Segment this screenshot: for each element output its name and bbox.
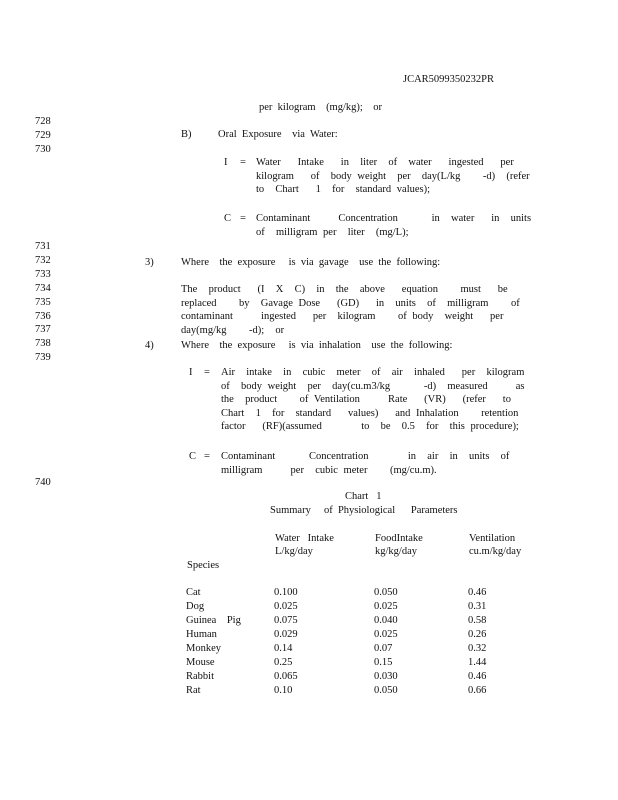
table-row <box>186 684 528 698</box>
chart-subtitle: Summary of Physiological Parameters <box>270 505 458 516</box>
equals-sign: = <box>204 451 210 462</box>
water-cell: 0.075 <box>274 615 298 626</box>
ventilation-cell: 0.31 <box>468 601 487 612</box>
species-cell: Mouse <box>186 657 215 668</box>
species-cell: Monkey <box>186 643 221 654</box>
air-intake-definition: Air intake in cubic meter of air inhaled per kilogram of body weight per day(cu.m3/kg -d) measured as the product of Ventilation Rate (VR) (refer to Chart 1 for standard values) and Inhalation retention factor (RF)(assumed to be 0.5 for this procedure); <box>221 367 547 432</box>
gavage-paragraph: The product (I X C) in the above equation must be replaced by Gavage Dose (GD) in units of milligram of contaminant ingested per kilogram of body weight per day(mg/kg -d); or <box>181 284 531 336</box>
ventilation-cell: 0.46 <box>468 587 487 598</box>
item-4-number: 4) <box>145 340 154 351</box>
food-cell: 0.050 <box>374 587 398 598</box>
col-header-water-unit: L/kg/day <box>275 546 313 557</box>
line-number: 733 <box>35 269 51 280</box>
food-cell: 0.025 <box>374 601 398 612</box>
food-cell: 0.040 <box>374 615 398 626</box>
species-cell: Human <box>186 629 217 640</box>
line-number: 736 <box>35 311 51 322</box>
ventilation-cell: 0.58 <box>468 615 487 626</box>
ventilation-cell: 0.66 <box>468 685 487 696</box>
line-number: 728 <box>35 116 51 127</box>
air-concentration-definition: Contaminant Concentration in air in units of milligram per cubic meter (mg/cu.m). <box>221 451 521 476</box>
ventilation-cell: 0.46 <box>468 671 487 682</box>
line-number: 738 <box>35 338 51 349</box>
line-number: 735 <box>35 297 51 308</box>
intro-line: per kilogram (mg/kg); or <box>259 102 383 113</box>
col-header-ventilation-unit: cu.m/kg/day <box>469 546 522 557</box>
water-cell: 0.065 <box>274 671 298 682</box>
species-cell: Dog <box>186 601 205 612</box>
table-row <box>186 600 528 614</box>
col-header-species: Species <box>187 560 220 571</box>
water-cell: 0.100 <box>274 587 298 598</box>
line-number: 732 <box>35 255 51 266</box>
food-cell: 0.07 <box>374 643 393 654</box>
item-4-heading: Where the exposure is via inhalation use the following: <box>181 340 453 351</box>
line-number: 730 <box>35 144 51 155</box>
species-cell: Cat <box>186 587 201 598</box>
ventilation-cell: 0.32 <box>468 643 487 654</box>
line-number: 740 <box>35 477 51 488</box>
col-header-food-unit: kg/kg/day <box>375 546 417 557</box>
section-b-heading: Oral Exposure via Water: <box>218 129 338 140</box>
species-cell: Rat <box>186 685 201 696</box>
var-i: I <box>189 367 193 378</box>
col-header-water: Water Intake <box>275 533 334 544</box>
species-cell: Rabbit <box>186 671 214 682</box>
physiological-parameters-table <box>186 586 528 698</box>
table-row <box>186 614 528 628</box>
table-row <box>186 628 528 642</box>
water-concentration-definition: Contaminant Concentration in water in units of milligram per liter (mg/L); <box>256 213 543 238</box>
food-cell: 0.050 <box>374 685 398 696</box>
species-cell: Guinea Pig <box>186 615 241 626</box>
ventilation-cell: 0.26 <box>468 629 487 640</box>
equals-sign: = <box>240 213 246 224</box>
table-row <box>186 670 528 684</box>
line-number: 737 <box>35 324 51 335</box>
water-intake-definition: Water Intake in liter of water ingested per kilogram of body weight per day(L/kg -d) (refer to Chart 1 for standard values); <box>256 157 553 195</box>
food-cell: 0.030 <box>374 671 398 682</box>
section-b-label: B) <box>181 129 192 140</box>
document-id: JCAR5099350232PR <box>403 74 495 85</box>
table-row <box>186 642 528 656</box>
equals-sign: = <box>240 157 246 168</box>
col-header-ventilation: Ventilation <box>469 533 516 544</box>
item-3-heading: Where the exposure is via gavage use the following: <box>181 257 441 268</box>
table-row <box>186 586 528 600</box>
water-cell: 0.10 <box>274 685 293 696</box>
water-cell: 0.25 <box>274 657 293 668</box>
water-cell: 0.14 <box>274 643 293 654</box>
food-cell: 0.025 <box>374 629 398 640</box>
equals-sign: = <box>204 367 210 378</box>
line-number: 739 <box>35 352 51 363</box>
line-number: 734 <box>35 283 51 294</box>
table-row <box>186 656 528 670</box>
food-cell: 0.15 <box>374 657 393 668</box>
line-number: 729 <box>35 130 51 141</box>
col-header-food: FoodIntake <box>375 533 423 544</box>
water-cell: 0.029 <box>274 629 298 640</box>
ventilation-cell: 1.44 <box>468 657 487 668</box>
item-3-number: 3) <box>145 257 154 268</box>
var-i: I <box>224 157 228 168</box>
chart-title: Chart 1 <box>345 491 382 502</box>
line-number: 731 <box>35 241 51 252</box>
water-cell: 0.025 <box>274 601 298 612</box>
var-c: C <box>189 451 197 462</box>
var-c: C <box>224 213 232 224</box>
